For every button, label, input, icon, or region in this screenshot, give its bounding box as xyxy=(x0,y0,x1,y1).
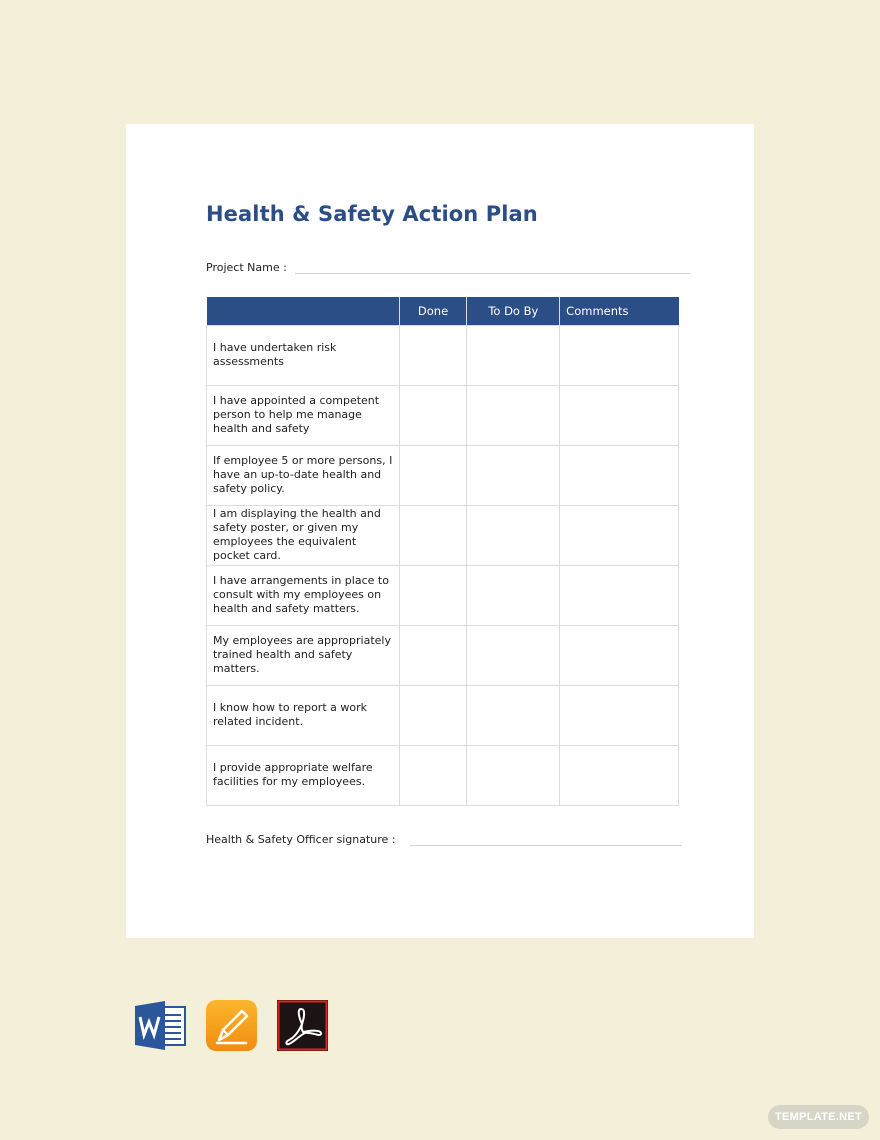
pages-icon[interactable] xyxy=(206,1000,257,1051)
done-cell[interactable] xyxy=(399,625,467,685)
table-row xyxy=(207,745,679,805)
to-do-by-cell[interactable] xyxy=(467,565,560,625)
template-net-badge[interactable]: TEMPLATE.NET xyxy=(768,1105,869,1129)
table-row xyxy=(207,385,679,445)
comments-cell[interactable] xyxy=(560,385,679,445)
row-question: I have arrangements in place to consult with my employees on health and safety matters. xyxy=(207,565,400,625)
signature-field xyxy=(206,833,682,846)
pdf-icon[interactable] xyxy=(277,1000,328,1051)
to-do-by-cell[interactable] xyxy=(467,625,560,685)
row-question: I have undertaken risk assessments xyxy=(207,325,400,385)
comments-cell[interactable] xyxy=(560,685,679,745)
done-cell[interactable] xyxy=(399,445,467,505)
table-row xyxy=(207,445,679,505)
done-cell[interactable] xyxy=(399,385,467,445)
done-cell[interactable] xyxy=(399,565,467,625)
header-done: Done xyxy=(399,297,467,325)
row-question: I provide appropriate welfare facilities for my employees. xyxy=(207,745,400,805)
row-question: I am displaying the health and safety poster, or given my employees the equivalent pocket card. xyxy=(207,505,400,565)
format-icons xyxy=(135,1000,328,1051)
table-row xyxy=(207,625,679,685)
header-to-do-by: To Do By xyxy=(467,297,560,325)
done-cell[interactable] xyxy=(399,745,467,805)
signature-line[interactable] xyxy=(410,834,682,846)
comments-cell[interactable] xyxy=(560,565,679,625)
comments-cell[interactable] xyxy=(560,325,679,385)
row-question: I have appointed a competent person to help me manage health and safety xyxy=(207,385,400,445)
table-row xyxy=(207,565,679,625)
to-do-by-cell[interactable] xyxy=(467,505,560,565)
done-cell[interactable] xyxy=(399,325,467,385)
table-row xyxy=(207,325,679,385)
project-name-field xyxy=(206,261,691,274)
action-plan-table xyxy=(206,297,679,806)
header-comments: Comments xyxy=(560,297,679,325)
to-do-by-cell[interactable] xyxy=(467,745,560,805)
table-header-row xyxy=(207,297,679,325)
table-row xyxy=(207,685,679,745)
to-do-by-cell[interactable] xyxy=(467,445,560,505)
word-icon[interactable] xyxy=(135,1000,186,1051)
comments-cell[interactable] xyxy=(560,745,679,805)
comments-cell[interactable] xyxy=(560,505,679,565)
signature-label: Health & Safety Officer signature : xyxy=(206,833,396,846)
comments-cell[interactable] xyxy=(560,445,679,505)
to-do-by-cell[interactable] xyxy=(467,385,560,445)
to-do-by-cell[interactable] xyxy=(467,325,560,385)
comments-cell[interactable] xyxy=(560,625,679,685)
done-cell[interactable] xyxy=(399,685,467,745)
row-question: I know how to report a work related incident. xyxy=(207,685,400,745)
row-question: If employee 5 or more persons, I have an up-to-date health and safety policy. xyxy=(207,445,400,505)
header-item xyxy=(207,297,400,325)
table-row xyxy=(207,505,679,565)
document-page xyxy=(126,124,754,938)
row-question: My employees are appropriately trained health and safety matters. xyxy=(207,625,400,685)
project-name-label: Project Name : xyxy=(206,261,287,274)
project-name-line[interactable] xyxy=(295,262,691,274)
done-cell[interactable] xyxy=(399,505,467,565)
to-do-by-cell[interactable] xyxy=(467,685,560,745)
document-title: Health & Safety Action Plan xyxy=(206,202,538,226)
